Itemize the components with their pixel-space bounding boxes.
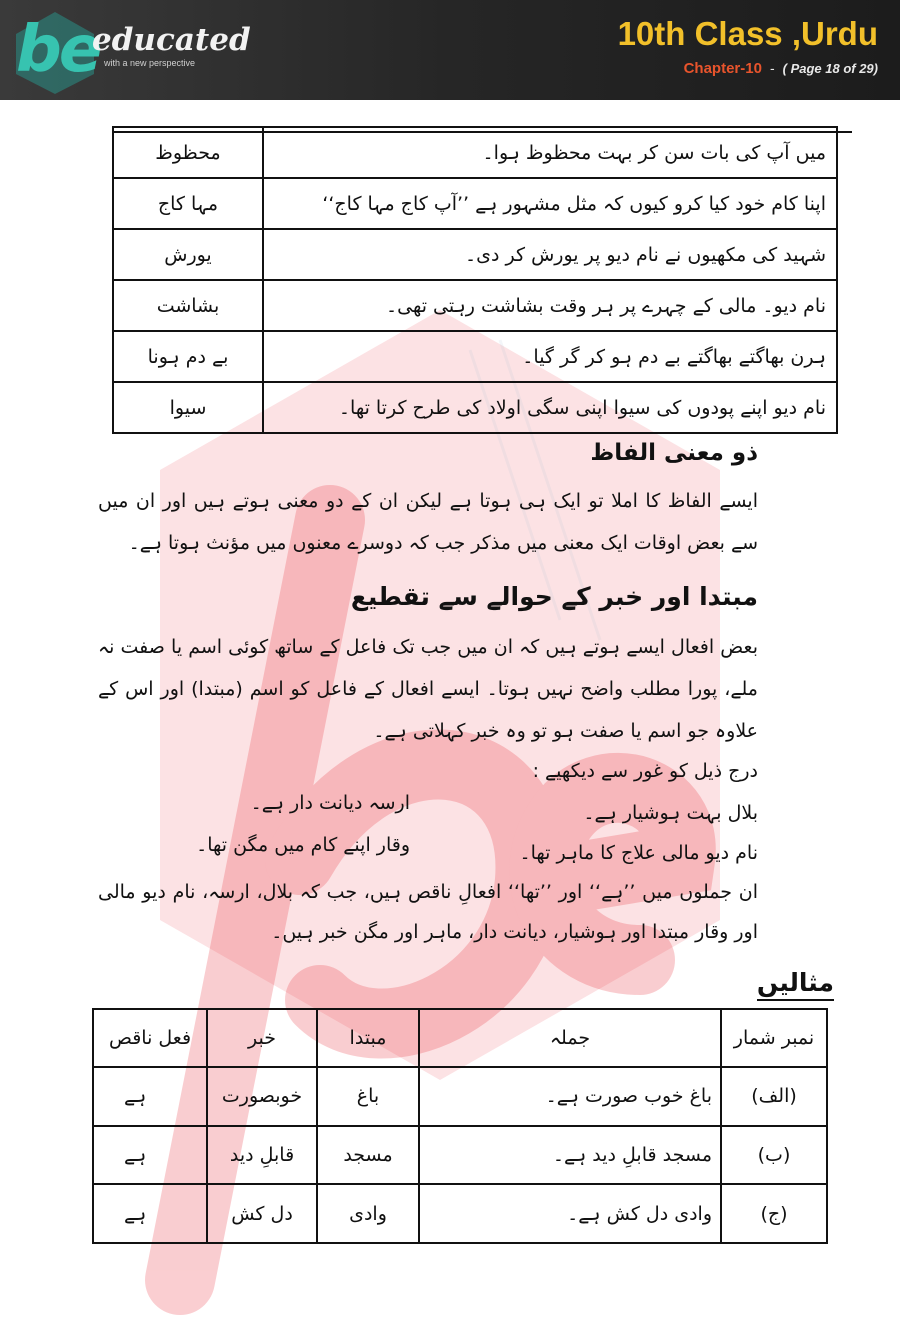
column-header: مبتدا xyxy=(317,1009,419,1067)
example-sentence: نام دیو مالی علاج کا ماہر تھا۔ xyxy=(519,842,758,864)
vocab-sentence: اپنا کام خود کیا کرو کیوں کہ مثل مشہور ہے ’’آپ کاج مہا کاج‘‘ xyxy=(263,178,837,229)
vocab-word: محظوظ xyxy=(113,127,263,178)
table-cell: ہے xyxy=(93,1184,207,1243)
table-row xyxy=(113,178,837,229)
table-row xyxy=(113,382,837,433)
table-header-row xyxy=(93,1009,827,1067)
table-row xyxy=(113,127,837,178)
table-cell: ہے xyxy=(93,1126,207,1185)
column-header: خبر xyxy=(207,1009,317,1067)
table-row xyxy=(93,1067,827,1126)
table-cell: (الف) xyxy=(721,1067,827,1126)
logo-educated-text: educated xyxy=(92,22,251,58)
logo-tagline: with a new perspective xyxy=(104,58,196,68)
vocab-word: سیوا xyxy=(113,382,263,433)
examples-intro: درج ذیل کو غور سے دیکھیے : xyxy=(532,760,758,782)
vocab-sentence: میں آپ کی بات سن کر بہت محظوظ ہوا۔ xyxy=(263,127,837,178)
vocab-sentence: نام دیو۔ مالی کے چہرے پر ہر وقت بشاشت رہتی تھی۔ xyxy=(263,280,837,331)
section-heading-homonyms: ذو معنی الفاظ xyxy=(590,440,758,466)
table-cell: وادی دل کش ہے۔ xyxy=(419,1184,721,1243)
examples-heading: مثالیں xyxy=(757,968,834,1001)
vocab-table xyxy=(112,126,838,434)
table-cell: باغ xyxy=(317,1067,419,1126)
vocab-sentence: نام دیو اپنے پودوں کی سیوا اپنی سگی اولاد کی طرح کرتا تھا۔ xyxy=(263,382,837,433)
table-row xyxy=(93,1184,827,1243)
example-sentence: بلال بہت ہوشیار ہے۔ xyxy=(583,802,758,824)
column-header: جملہ xyxy=(419,1009,721,1067)
table-cell: مسجد قابلِ دید ہے۔ xyxy=(419,1126,721,1185)
table-cell: وادی xyxy=(317,1184,419,1243)
page-header xyxy=(0,0,900,100)
vocab-word: یورش xyxy=(113,229,263,280)
column-header: نمبر شمار xyxy=(721,1009,827,1067)
example-sentence: ارسہ دیانت دار ہے۔ xyxy=(250,792,410,814)
column-header: فعل ناقص xyxy=(93,1009,207,1067)
table-row xyxy=(93,1126,827,1185)
table-cell: دل کش xyxy=(207,1184,317,1243)
page-title: 10th Class ,Urdu xyxy=(617,15,878,52)
table-cell: (ب) xyxy=(721,1126,827,1185)
vocab-sentence: ہرن بھاگتے بھاگتے بے دم ہو کر گر گیا۔ xyxy=(263,331,837,382)
table-cell: مسجد xyxy=(317,1126,419,1185)
separator: - xyxy=(769,60,775,76)
logo-be-text: be xyxy=(16,13,100,87)
table-row xyxy=(113,229,837,280)
vocab-word: بشاشت xyxy=(113,280,263,331)
table-cell: (ج) xyxy=(721,1184,827,1243)
example-sentence: وقار اپنے کام میں مگن تھا۔ xyxy=(196,834,410,856)
table-cell: قابلِ دید xyxy=(207,1126,317,1185)
section-heading-subject-predicate: مبتدا اور خبر کے حوالے سے تقطیع xyxy=(350,582,758,611)
conclusion-paragraph: ان جملوں میں ’’ہے‘‘ اور ’’تھا‘‘ افعالِ ناقص ہیں، جب کہ بلال، ارسہ، نام دیو مالی اور وقار مبتدا اور ہوشیار، دیانت دار، ماہر اور مگن خبر ہیں۔ xyxy=(98,881,758,943)
table-row xyxy=(113,331,837,382)
table-cell: خوبصورت xyxy=(207,1067,317,1126)
section-paragraph-homonyms: ایسے الفاظ کا املا تو ایک ہی ہوتا ہے لیکن ان کے دو معنی ہوتے ہیں اور ان میں سے بعض اوقات ایک معنی میں مذکر جب کہ دوسرے معنوں میں مؤنث ہوتا ہے۔ xyxy=(98,490,758,554)
vocab-sentence: شہید کی مکھیوں نے نام دیو پر یورش کر دی۔ xyxy=(263,229,837,280)
chapter-info xyxy=(684,58,878,79)
beeducated-logo xyxy=(10,8,251,94)
vocab-word: بے دم ہونا xyxy=(113,331,263,382)
chapter-label: Chapter-10 xyxy=(683,60,762,77)
table-row xyxy=(113,280,837,331)
table-cell: ہے xyxy=(93,1067,207,1126)
vocab-word: مہا کاج xyxy=(113,178,263,229)
examples-table xyxy=(92,1008,828,1244)
table-cell: باغ خوب صورت ہے۔ xyxy=(419,1067,721,1126)
section-paragraph-subject-predicate: بعض افعال ایسے ہوتے ہیں کہ ان میں جب تک فاعل کے ساتھ کوئی اسم یا صفت نہ ملے، پورا مطلب واضح نہیں ہوتا۔ ایسے افعال کے فاعل کو اسم (مبتدا) اور اس کے علاوہ جو اسم یا صفت ہو تو وہ خبر کہلاتی ہے۔ xyxy=(98,636,758,742)
page-indicator: ( Page 18 of 29) xyxy=(782,61,878,76)
